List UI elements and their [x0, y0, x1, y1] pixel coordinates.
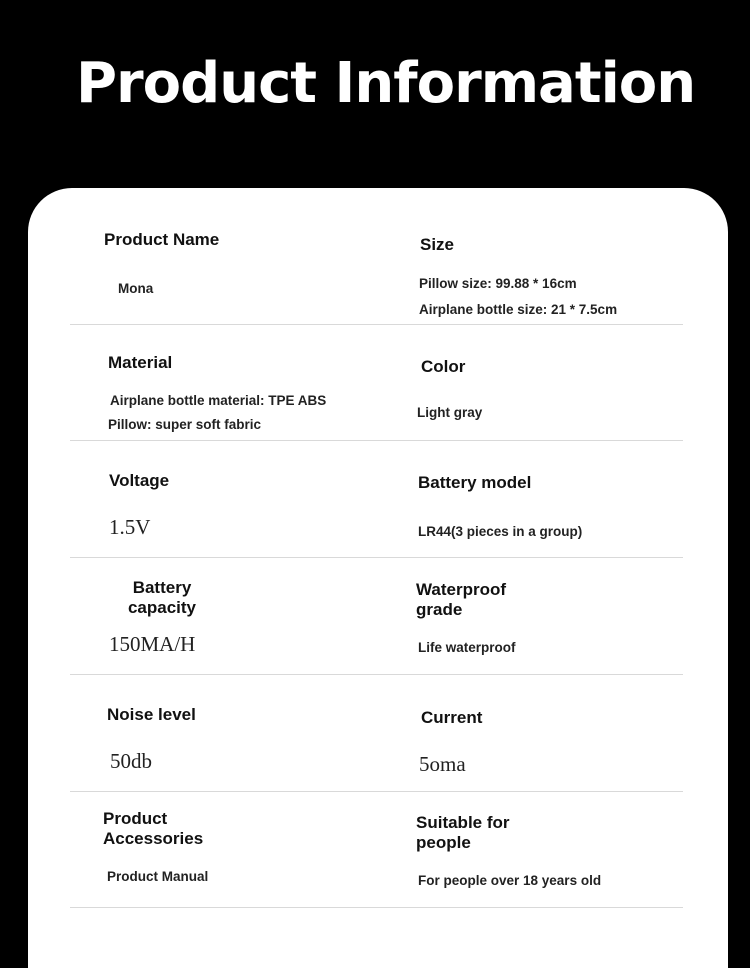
battery-capacity-label-line: Battery: [132, 578, 192, 597]
size-value-bottle: Airplane bottle size: 21 * 7.5cm: [419, 302, 618, 317]
battery-model-label: Battery model: [418, 473, 532, 492]
waterproof-grade-label-line: Waterproof: [416, 580, 507, 599]
product-accessories-label-line: Product: [103, 809, 168, 828]
suitable-for-people-label-line: people: [416, 833, 471, 852]
row-divider: [70, 440, 683, 441]
battery-capacity-value: 150MA/H: [109, 632, 196, 656]
current-label: Current: [421, 708, 483, 727]
material-label: Material: [108, 353, 173, 372]
product-accessories-label: [103, 809, 203, 849]
size-label: Size: [420, 235, 455, 254]
product-info-card: [28, 188, 728, 968]
voltage-label: Voltage: [109, 471, 170, 490]
material-value-pillow: Pillow: super soft fabric: [108, 417, 262, 432]
product-accessories-label-line: Accessories: [103, 829, 204, 848]
product-accessories-value: Product Manual: [107, 869, 209, 884]
noise-level-label: Noise level: [107, 705, 196, 724]
row-divider: [70, 674, 683, 675]
size-value-pillow: Pillow size: 99.88 * 16cm: [419, 276, 577, 291]
material-value-bottle: Airplane bottle material: TPE ABS: [110, 393, 327, 408]
battery-capacity-label: [120, 578, 204, 618]
product-name-label: Product Name: [104, 230, 220, 249]
color-value: Light gray: [417, 405, 483, 420]
page-title: Product Information: [76, 51, 696, 116]
suitable-for-people-value: For people over 18 years old: [418, 873, 602, 888]
row-divider: [70, 557, 683, 558]
battery-capacity-label-line: capacity: [127, 598, 197, 617]
product-name-value: Mona: [118, 281, 154, 296]
row-divider: [70, 907, 683, 908]
suitable-for-people-label: [416, 813, 510, 853]
suitable-for-people-label-line: Suitable for: [416, 813, 510, 832]
waterproof-grade-label: [416, 580, 506, 620]
current-value: 5oma: [419, 752, 466, 776]
voltage-value: 1.5V: [109, 515, 151, 539]
noise-level-value: 50db: [110, 749, 152, 773]
battery-model-value: LR44(3 pieces in a group): [418, 524, 583, 539]
waterproof-grade-label-line: grade: [416, 600, 463, 619]
waterproof-grade-value: Life waterproof: [418, 640, 516, 655]
color-label: Color: [421, 357, 466, 376]
row-divider: [70, 791, 683, 792]
row-divider: [70, 324, 683, 325]
